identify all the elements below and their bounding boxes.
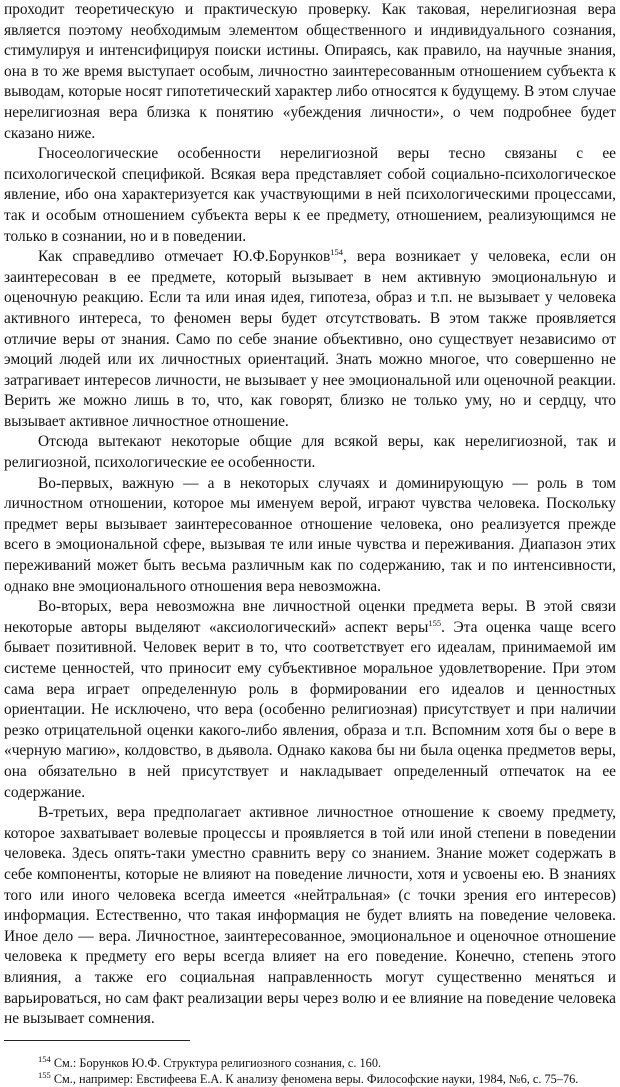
footnote-ref-154: 154 xyxy=(330,247,343,257)
footnotes xyxy=(4,1055,616,1087)
paragraph-7: В-третьих, вера предполагает активное личностное отношение к своему предмету, которое захватывает волевые процессы и проявляется в той или иной степени в поведении человека. Здесь опять-таки уместно сравнить веру со знанием. Знание может содержать в себе компоненты, которые не влияют на поведение личности, хотя и усвоены ею. В знаниях того или иного человека всегда имеется «нейтральная» (с точки зрения его интересов) информация. Естественно, что такая информация не будет влиять на поведение человека. Иное дело — вера. Личностное, заинтересованное, эмоциональное и оценочное отношение человека к предмету его веры всегда влияет на его поведение. Конечно, степень этого влияния, а также его социальная направленность могут существенно меняться и варьироваться, но сам факт реализации веры через волю и ее влияние на поведение человека не вызывает сомнения. xyxy=(4,804,616,1028)
paragraph-2: Гносеологические особенности нерелигиозной веры тесно связаны с ее психологической спецификой. Всякая вера представляет собой социально-психологическое явление, ибо она характеризуется как участвующими в ней психологическими процессами, так и особым отношением субъекта веры к ее предмету, отношением, реализующимся не только в сознании, но и в поведении. xyxy=(4,145,616,245)
paragraph-6-start: Во-вторых, вера невозможна вне личностной оценки предмета веры. В этой связи некоторые авторы выделяют «аксиологический» аспект веры xyxy=(4,598,616,636)
footnote-number: 155 xyxy=(38,1069,51,1080)
paragraph-4: Отсюда вытекают некоторые общие для всякой веры, как нерелигиозной, так и религиозной, психологические ее особенности. xyxy=(4,433,616,472)
footnote-text: См.: Борунков Ю.Ф. Структура религиозного сознания, с. 160. xyxy=(53,1055,382,1070)
paragraph-3-rest: , вера возникает у человека, если он заинтересован в ее предмете, который вызывает в нем активную эмоциональную и оценочную реакцию. Если та или иная идея, гипотеза, образ и т.п. не вызывает у человека активного интереса, то феномен веры будет отсутствовать. В этом также проявляется отличие веры от знания. Само по себе знание объективно, оно существует независимо от эмоций людей или их личностных ориентаций. Знать можно многое, что совершенно не затрагивает интересов личности, не вызывает у нее эмоциональной или оценочной реакции. Верить же можно лишь в то, что, как говорят, близко не только уму, но и сердцу, что вызывает активное личностное отношение. xyxy=(4,248,616,430)
footnote-divider xyxy=(4,1040,190,1041)
paragraph-3-start: Как справедливо отмечает Ю.Ф.Борунков xyxy=(38,248,331,266)
paragraph-6 xyxy=(4,597,616,803)
paragraph-6-rest: . Эта оценка чаще всего бывает позитивной. Человек верит в то, что соответствует его идеалам, принимаемой им системе ценностей, что приносит ему субъективное моральное удовлетворение. При этом сама вера играет определенную роль в формировании его идеалов и ценностных ориентации. Не исключено, что вера (особенно религиозная) присутствует и при наличии резко отрицательной оценки какого-либо явления, образа и т.п. Вспомним хотя бы о вере в «черную магию», колдовство, в дьявола. Однако какова бы ни была оценка предметов веры, она обязательно в ней присутствует и накладывает определенный отпечаток на ее содержание. xyxy=(4,618,616,801)
document-page xyxy=(4,0,616,1087)
paragraph-3 xyxy=(4,247,616,432)
footnote-154 xyxy=(4,1055,616,1071)
footnote-ref-155: 155 xyxy=(428,617,442,628)
footnote-155 xyxy=(4,1071,616,1087)
footnote-text: См., например: Евстифеева Е.А. К анализу феномена веры. Философские науки, 1984, №6, с. 75–76. xyxy=(53,1071,579,1086)
footnote-number: 154 xyxy=(38,1053,51,1064)
paragraph-5: Во-первых, важную — а в некоторых случаях и доминирующую — роль в том личностном отношении, которое мы именуем верой, играют чувства человека. Поскольку предмет веры вызывает заинтересованное отношение человека, оно реализуется прежде всего в эмоциональной сфере, вызывая те или иные чувства и переживания. Диапазон этих переживаний может быть весьма различным как по содержанию, так и по интенсивности, однако вне эмоционального отношения вера невозможна. xyxy=(4,474,616,595)
paragraph-1: проходит теоретическую и практическую проверку. Как таковая, нерелигиозная вера является поэтому необходимым элементом общественного и индивидуального сознания, стимулируя и интенсифицируя поиски истины. Опираясь, как правило, на научные знания, она в то же время выступает особым, личностно заинтересованным отношением субъекта к выводам, которые носят гипотетический характер либо относятся к будущему. В этом случае нерелигиозная вера близка к понятию «убеждения личности», о чем подробнее будет сказано ниже. xyxy=(4,1,616,142)
